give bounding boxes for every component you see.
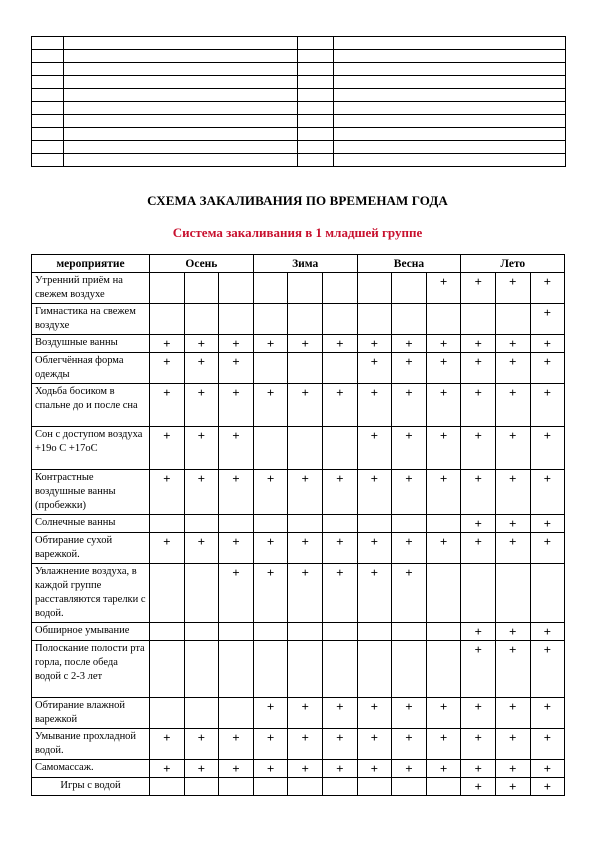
mark-cell xyxy=(253,273,288,304)
mark-cell: + xyxy=(461,698,496,729)
mark-cell: + xyxy=(426,273,461,304)
mark-cell: + xyxy=(530,384,565,427)
empty-cell xyxy=(334,115,566,128)
mark-cell: + xyxy=(150,533,185,564)
mark-cell: + xyxy=(495,623,530,641)
mark-cell xyxy=(322,778,357,796)
mark-cell: + xyxy=(530,470,565,515)
mark-cell xyxy=(392,273,427,304)
mark-cell xyxy=(150,564,185,623)
mark-cell: + xyxy=(461,778,496,796)
mark-cell xyxy=(357,623,392,641)
table-row xyxy=(32,384,565,427)
mark-cell xyxy=(426,641,461,698)
mark-cell xyxy=(426,564,461,623)
mark-cell: + xyxy=(184,760,219,778)
table-row xyxy=(32,470,565,515)
empty-cell xyxy=(334,141,566,154)
mark-cell: + xyxy=(392,470,427,515)
mark-cell: + xyxy=(322,470,357,515)
mark-cell xyxy=(322,623,357,641)
mark-cell: + xyxy=(357,470,392,515)
empty-cell xyxy=(32,115,64,128)
empty-cell xyxy=(64,102,298,115)
table-header-row xyxy=(32,255,565,273)
hardening-schedule-table xyxy=(31,254,565,796)
mark-cell xyxy=(357,641,392,698)
empty-cell xyxy=(298,141,334,154)
mark-cell: + xyxy=(530,304,565,335)
empty-cell xyxy=(334,63,566,76)
document-title: СХЕМА ЗАКАЛИВАНИЯ ПО ВРЕМЕНАМ ГОДА xyxy=(147,193,448,208)
activity-name: Обтирание сухой варежкой. xyxy=(32,533,150,564)
mark-cell: + xyxy=(495,470,530,515)
mark-cell: + xyxy=(392,335,427,353)
mark-cell xyxy=(288,641,323,698)
mark-cell xyxy=(150,304,185,335)
activity-name: Контрастные воздушные ванны (пробежки) xyxy=(32,470,150,515)
table-row xyxy=(32,564,565,623)
mark-cell xyxy=(184,778,219,796)
mark-cell: + xyxy=(461,533,496,564)
mark-cell: + xyxy=(357,384,392,427)
mark-cell xyxy=(253,353,288,384)
empty-cell xyxy=(64,154,298,167)
mark-cell xyxy=(392,623,427,641)
mark-cell: + xyxy=(392,698,427,729)
mark-cell: + xyxy=(150,353,185,384)
mark-cell: + xyxy=(253,470,288,515)
empty-cell xyxy=(298,76,334,89)
mark-cell xyxy=(322,515,357,533)
mark-cell xyxy=(357,273,392,304)
mark-cell xyxy=(322,641,357,698)
mark-cell: + xyxy=(253,384,288,427)
mark-cell: + xyxy=(495,533,530,564)
mark-cell: + xyxy=(426,698,461,729)
empty-cell xyxy=(334,50,566,63)
activity-name: Увлажнение воздуха, в каждой группе расставляются тарелки с водой. xyxy=(32,564,150,623)
mark-cell xyxy=(184,641,219,698)
empty-cell xyxy=(334,102,566,115)
activity-name: Умывание прохладной водой. xyxy=(32,729,150,760)
empty-cell xyxy=(298,89,334,102)
mark-cell: + xyxy=(322,533,357,564)
mark-cell: + xyxy=(495,760,530,778)
empty-table-row xyxy=(32,154,566,167)
mark-cell: + xyxy=(322,698,357,729)
empty-cell xyxy=(32,50,64,63)
empty-cell xyxy=(32,128,64,141)
activity-name: Утренний приём на свежем воздухе xyxy=(32,273,150,304)
table-row xyxy=(32,304,565,335)
mark-cell: + xyxy=(322,564,357,623)
mark-cell: + xyxy=(495,384,530,427)
mark-cell: + xyxy=(357,353,392,384)
mark-cell: + xyxy=(288,729,323,760)
empty-table-row xyxy=(32,115,566,128)
empty-cell xyxy=(298,154,334,167)
mark-cell: + xyxy=(219,564,254,623)
mark-cell xyxy=(219,698,254,729)
mark-cell xyxy=(219,641,254,698)
mark-cell: + xyxy=(392,353,427,384)
mark-cell xyxy=(253,641,288,698)
mark-cell: + xyxy=(495,427,530,470)
empty-cell xyxy=(32,76,64,89)
mark-cell xyxy=(392,515,427,533)
empty-cell xyxy=(64,76,298,89)
activity-name: Ходьба босиком в спальне до и после сна xyxy=(32,384,150,427)
empty-cell xyxy=(64,50,298,63)
mark-cell xyxy=(392,304,427,335)
mark-cell: + xyxy=(184,729,219,760)
mark-cell: + xyxy=(150,384,185,427)
table-row xyxy=(32,353,565,384)
mark-cell: + xyxy=(150,427,185,470)
mark-cell: + xyxy=(461,273,496,304)
mark-cell xyxy=(530,564,565,623)
mark-cell: + xyxy=(184,470,219,515)
table-row xyxy=(32,729,565,760)
mark-cell xyxy=(357,778,392,796)
empty-cell xyxy=(64,115,298,128)
table-row xyxy=(32,335,565,353)
mark-cell xyxy=(288,353,323,384)
mark-cell: + xyxy=(426,353,461,384)
mark-cell xyxy=(184,623,219,641)
mark-cell: + xyxy=(495,778,530,796)
empty-cell xyxy=(298,115,334,128)
mark-cell: + xyxy=(253,564,288,623)
mark-cell: + xyxy=(288,698,323,729)
mark-cell xyxy=(322,304,357,335)
mark-cell xyxy=(288,273,323,304)
empty-cell xyxy=(32,141,64,154)
empty-table-row xyxy=(32,50,566,63)
mark-cell: + xyxy=(392,729,427,760)
empty-cell xyxy=(64,128,298,141)
empty-cell xyxy=(298,102,334,115)
mark-cell: + xyxy=(288,470,323,515)
mark-cell xyxy=(357,515,392,533)
mark-cell: + xyxy=(461,515,496,533)
mark-cell: + xyxy=(392,427,427,470)
empty-cell xyxy=(334,76,566,89)
mark-cell xyxy=(392,641,427,698)
mark-cell: + xyxy=(219,533,254,564)
mark-cell xyxy=(219,273,254,304)
mark-cell xyxy=(219,623,254,641)
mark-cell: + xyxy=(184,384,219,427)
mark-cell: + xyxy=(495,353,530,384)
mark-cell xyxy=(150,778,185,796)
mark-cell: + xyxy=(322,729,357,760)
empty-cell xyxy=(334,128,566,141)
mark-cell: + xyxy=(530,273,565,304)
mark-cell xyxy=(288,778,323,796)
document-subtitle: Система закаливания в 1 младшей группе xyxy=(172,225,423,240)
header-activity: мероприятие xyxy=(32,255,150,273)
mark-cell: + xyxy=(426,760,461,778)
table-row xyxy=(32,273,565,304)
mark-cell: + xyxy=(357,760,392,778)
mark-cell xyxy=(495,304,530,335)
mark-cell: + xyxy=(426,427,461,470)
mark-cell xyxy=(253,515,288,533)
mark-cell: + xyxy=(253,760,288,778)
mark-cell: + xyxy=(530,515,565,533)
activity-name: Самомассаж. xyxy=(32,760,150,778)
mark-cell: + xyxy=(150,729,185,760)
table-row xyxy=(32,760,565,778)
empty-table xyxy=(31,36,566,167)
mark-cell: + xyxy=(530,778,565,796)
mark-cell: + xyxy=(530,760,565,778)
mark-cell: + xyxy=(461,729,496,760)
empty-cell xyxy=(32,37,64,50)
mark-cell xyxy=(288,427,323,470)
mark-cell: + xyxy=(150,470,185,515)
mark-cell: + xyxy=(426,335,461,353)
mark-cell: + xyxy=(530,533,565,564)
mark-cell xyxy=(253,778,288,796)
table-row xyxy=(32,698,565,729)
header-spring: Весна xyxy=(357,255,461,273)
table-row xyxy=(32,533,565,564)
mark-cell: + xyxy=(253,729,288,760)
mark-cell: + xyxy=(530,427,565,470)
mark-cell: + xyxy=(530,729,565,760)
mark-cell: + xyxy=(495,641,530,698)
mark-cell: + xyxy=(461,470,496,515)
mark-cell xyxy=(253,304,288,335)
mark-cell: + xyxy=(322,384,357,427)
mark-cell: + xyxy=(184,427,219,470)
mark-cell: + xyxy=(495,515,530,533)
mark-cell xyxy=(184,564,219,623)
mark-cell xyxy=(184,304,219,335)
mark-cell: + xyxy=(461,427,496,470)
mark-cell xyxy=(184,515,219,533)
mark-cell xyxy=(322,273,357,304)
empty-cell xyxy=(334,37,566,50)
mark-cell: + xyxy=(357,729,392,760)
mark-cell: + xyxy=(219,427,254,470)
empty-table-row xyxy=(32,141,566,154)
mark-cell xyxy=(426,623,461,641)
mark-cell: + xyxy=(392,533,427,564)
activity-name: Полоскание полости рта горла, после обеда водой с 2-3 лет xyxy=(32,641,150,698)
mark-cell: + xyxy=(184,533,219,564)
mark-cell: + xyxy=(495,335,530,353)
mark-cell xyxy=(426,778,461,796)
mark-cell: + xyxy=(426,729,461,760)
mark-cell xyxy=(253,623,288,641)
mark-cell xyxy=(288,304,323,335)
mark-cell: + xyxy=(219,353,254,384)
mark-cell: + xyxy=(392,564,427,623)
mark-cell: + xyxy=(392,384,427,427)
mark-cell: + xyxy=(288,533,323,564)
empty-cell xyxy=(32,154,64,167)
empty-table-row xyxy=(32,37,566,50)
mark-cell: + xyxy=(530,353,565,384)
mark-cell: + xyxy=(461,641,496,698)
mark-cell: + xyxy=(288,384,323,427)
mark-cell: + xyxy=(357,564,392,623)
empty-cell xyxy=(298,63,334,76)
mark-cell: + xyxy=(288,335,323,353)
mark-cell: + xyxy=(426,470,461,515)
mark-cell: + xyxy=(530,623,565,641)
mark-cell: + xyxy=(392,760,427,778)
mark-cell xyxy=(219,515,254,533)
mark-cell: + xyxy=(357,427,392,470)
mark-cell xyxy=(495,564,530,623)
activity-name: Сон с доступом воздуха +19о С +17оС xyxy=(32,427,150,470)
mark-cell xyxy=(426,515,461,533)
mark-cell xyxy=(392,778,427,796)
mark-cell: + xyxy=(322,335,357,353)
mark-cell xyxy=(288,623,323,641)
mark-cell: + xyxy=(461,760,496,778)
empty-table-row xyxy=(32,89,566,102)
activity-name: Гимнастика на свежем воздухе xyxy=(32,304,150,335)
mark-cell: + xyxy=(461,353,496,384)
activity-name: Солнечные ванны xyxy=(32,515,150,533)
mark-cell xyxy=(150,641,185,698)
mark-cell: + xyxy=(150,335,185,353)
mark-cell: + xyxy=(495,698,530,729)
table-row xyxy=(32,623,565,641)
activity-name: Игры с водой xyxy=(32,778,150,796)
mark-cell: + xyxy=(357,335,392,353)
empty-cell xyxy=(32,63,64,76)
activity-name: Воздушные ванны xyxy=(32,335,150,353)
activity-name: Обширное умывание xyxy=(32,623,150,641)
mark-cell xyxy=(357,304,392,335)
empty-cell xyxy=(334,89,566,102)
mark-cell: + xyxy=(253,698,288,729)
mark-cell: + xyxy=(253,533,288,564)
table-row xyxy=(32,427,565,470)
empty-cell xyxy=(64,63,298,76)
mark-cell: + xyxy=(461,384,496,427)
mark-cell xyxy=(219,304,254,335)
table-row xyxy=(32,778,565,796)
mark-cell: + xyxy=(253,335,288,353)
mark-cell: + xyxy=(184,353,219,384)
empty-table-row xyxy=(32,76,566,89)
empty-table-row xyxy=(32,102,566,115)
mark-cell xyxy=(150,698,185,729)
mark-cell xyxy=(184,698,219,729)
mark-cell xyxy=(150,515,185,533)
mark-cell: + xyxy=(426,533,461,564)
mark-cell: + xyxy=(530,335,565,353)
empty-table-row xyxy=(32,63,566,76)
mark-cell xyxy=(322,353,357,384)
mark-cell: + xyxy=(219,729,254,760)
mark-cell: + xyxy=(219,760,254,778)
mark-cell: + xyxy=(426,384,461,427)
mark-cell: + xyxy=(150,760,185,778)
table-row xyxy=(32,515,565,533)
activity-name: Обтирание влажной варежкой xyxy=(32,698,150,729)
mark-cell: + xyxy=(357,698,392,729)
mark-cell xyxy=(461,564,496,623)
mark-cell: + xyxy=(288,564,323,623)
mark-cell xyxy=(322,427,357,470)
empty-cell xyxy=(32,102,64,115)
table-row xyxy=(32,641,565,698)
mark-cell: + xyxy=(184,335,219,353)
header-winter: Зима xyxy=(253,255,357,273)
empty-cell xyxy=(298,50,334,63)
empty-cell xyxy=(298,128,334,141)
mark-cell: + xyxy=(219,335,254,353)
mark-cell: + xyxy=(495,273,530,304)
mark-cell: + xyxy=(495,729,530,760)
header-autumn: Осень xyxy=(150,255,254,273)
empty-cell xyxy=(64,89,298,102)
mark-cell xyxy=(150,273,185,304)
mark-cell: + xyxy=(461,623,496,641)
mark-cell: + xyxy=(530,698,565,729)
mark-cell xyxy=(288,515,323,533)
mark-cell: + xyxy=(219,470,254,515)
mark-cell xyxy=(426,304,461,335)
empty-cell xyxy=(334,154,566,167)
mark-cell: + xyxy=(461,335,496,353)
mark-cell xyxy=(253,427,288,470)
mark-cell: + xyxy=(219,384,254,427)
mark-cell xyxy=(184,273,219,304)
activity-name: Облегчённая форма одежды xyxy=(32,353,150,384)
mark-cell xyxy=(219,778,254,796)
empty-cell xyxy=(32,89,64,102)
empty-table-row xyxy=(32,128,566,141)
empty-cell xyxy=(64,141,298,154)
mark-cell: + xyxy=(357,533,392,564)
empty-cell xyxy=(298,37,334,50)
mark-cell xyxy=(150,623,185,641)
header-summer: Лето xyxy=(461,255,565,273)
mark-cell: + xyxy=(530,641,565,698)
mark-cell: + xyxy=(322,760,357,778)
mark-cell xyxy=(461,304,496,335)
empty-cell xyxy=(64,37,298,50)
mark-cell: + xyxy=(288,760,323,778)
